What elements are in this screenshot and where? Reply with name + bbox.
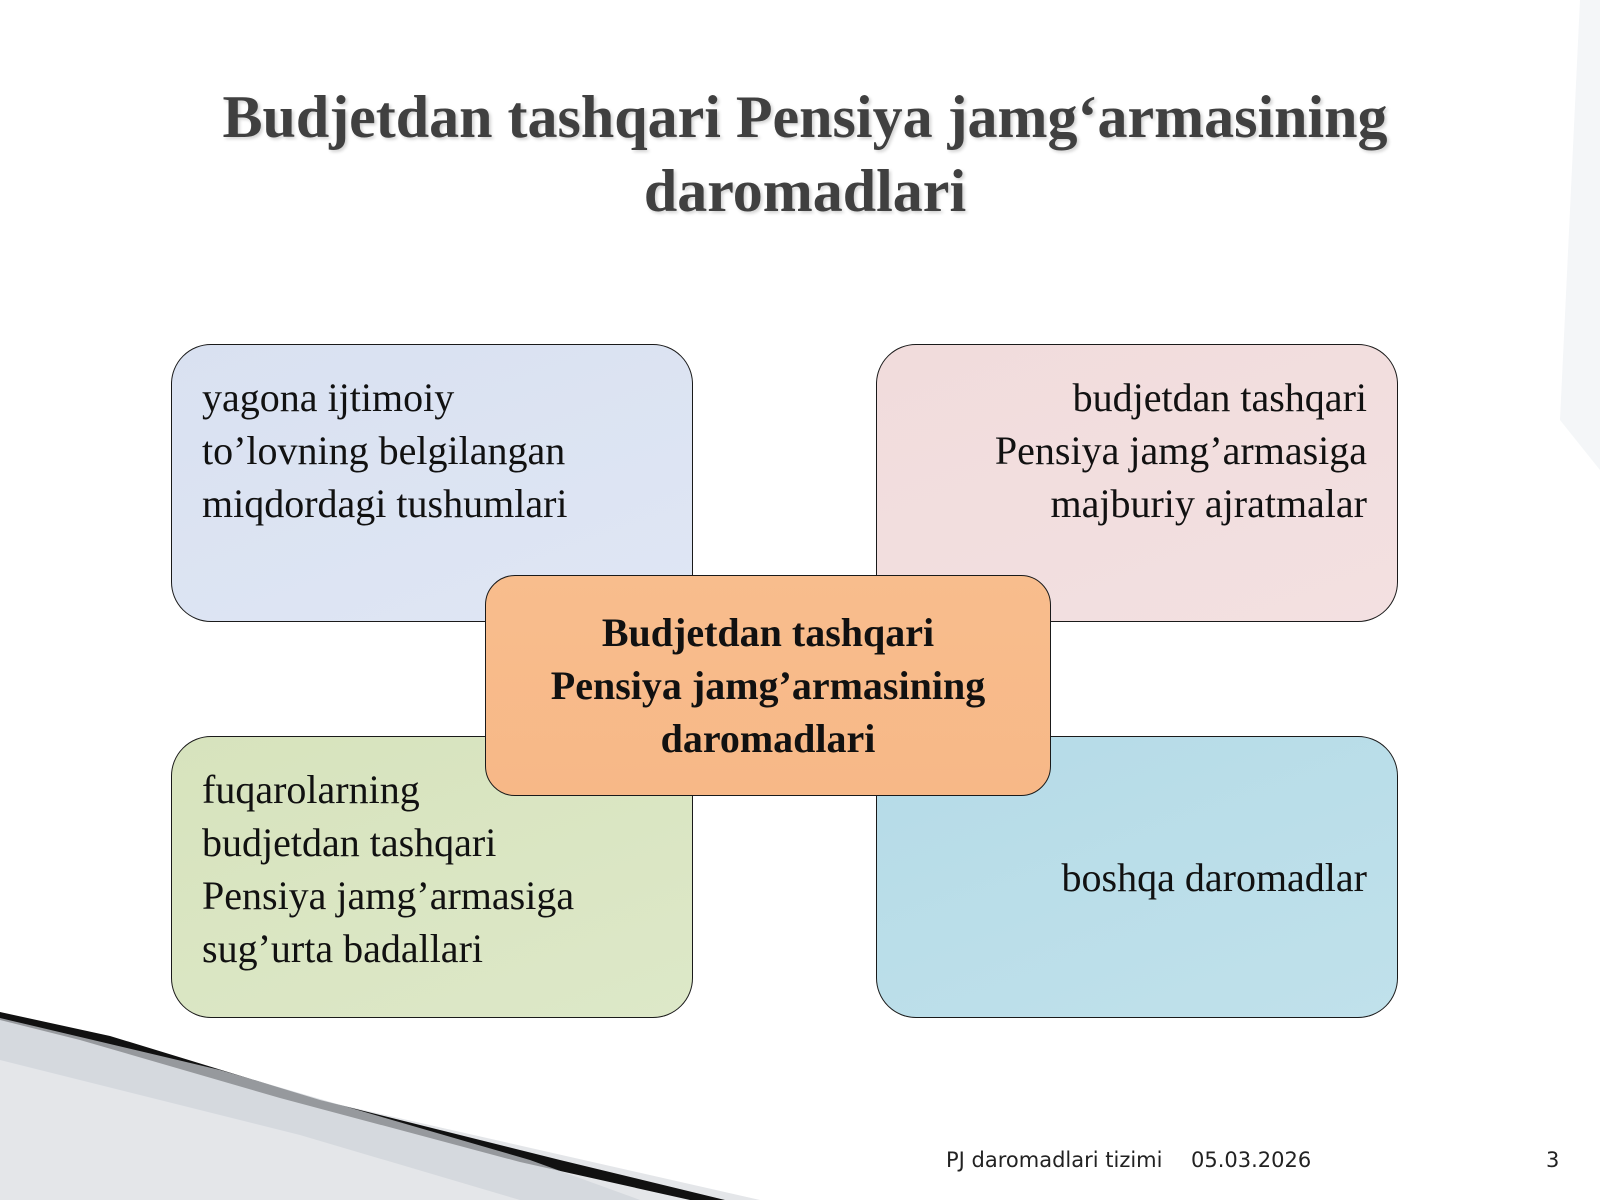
box-text-line: boshqa daromadlar [1061, 854, 1367, 900]
footer-presentation-name: PJ daromadlari tizimi [946, 1148, 1163, 1172]
center-text-line: daromadlari [660, 716, 876, 761]
box-text-line: budjetdan tashqari [1072, 375, 1367, 420]
title-line: Budjetdan tashqari Pensiya jamg‘armasining [222, 84, 1388, 150]
box-text-line: yagona ijtimoiy [202, 375, 455, 420]
box-text-line: Pensiya jamg’armasiga [202, 873, 575, 918]
center-text-line: Pensiya jamg’armasining [550, 663, 986, 708]
box-text-line: Pensiya jamg’armasiga [994, 428, 1367, 473]
box-text-line: fuqarolarning [202, 767, 420, 812]
title-line: daromadlari [643, 158, 967, 224]
box-text-line: miqdordagi tushumlari [202, 481, 568, 526]
footer-date: 05.03.2026 [1191, 1148, 1312, 1172]
box-text-line: budjetdan tashqari [202, 820, 497, 865]
box-text-line: majburiy ajratmalar [1050, 481, 1367, 526]
right-edge-shade [1560, 0, 1600, 470]
center-hub-box [485, 575, 1051, 796]
box-text-line: to’lovning belgilangan [202, 428, 566, 473]
footer-page-number: 3 [1546, 1148, 1560, 1172]
slide-title [160, 80, 1450, 228]
box-text-line: sug’urta badallari [202, 926, 483, 971]
center-text-line: Budjetdan tashqari [601, 610, 935, 655]
